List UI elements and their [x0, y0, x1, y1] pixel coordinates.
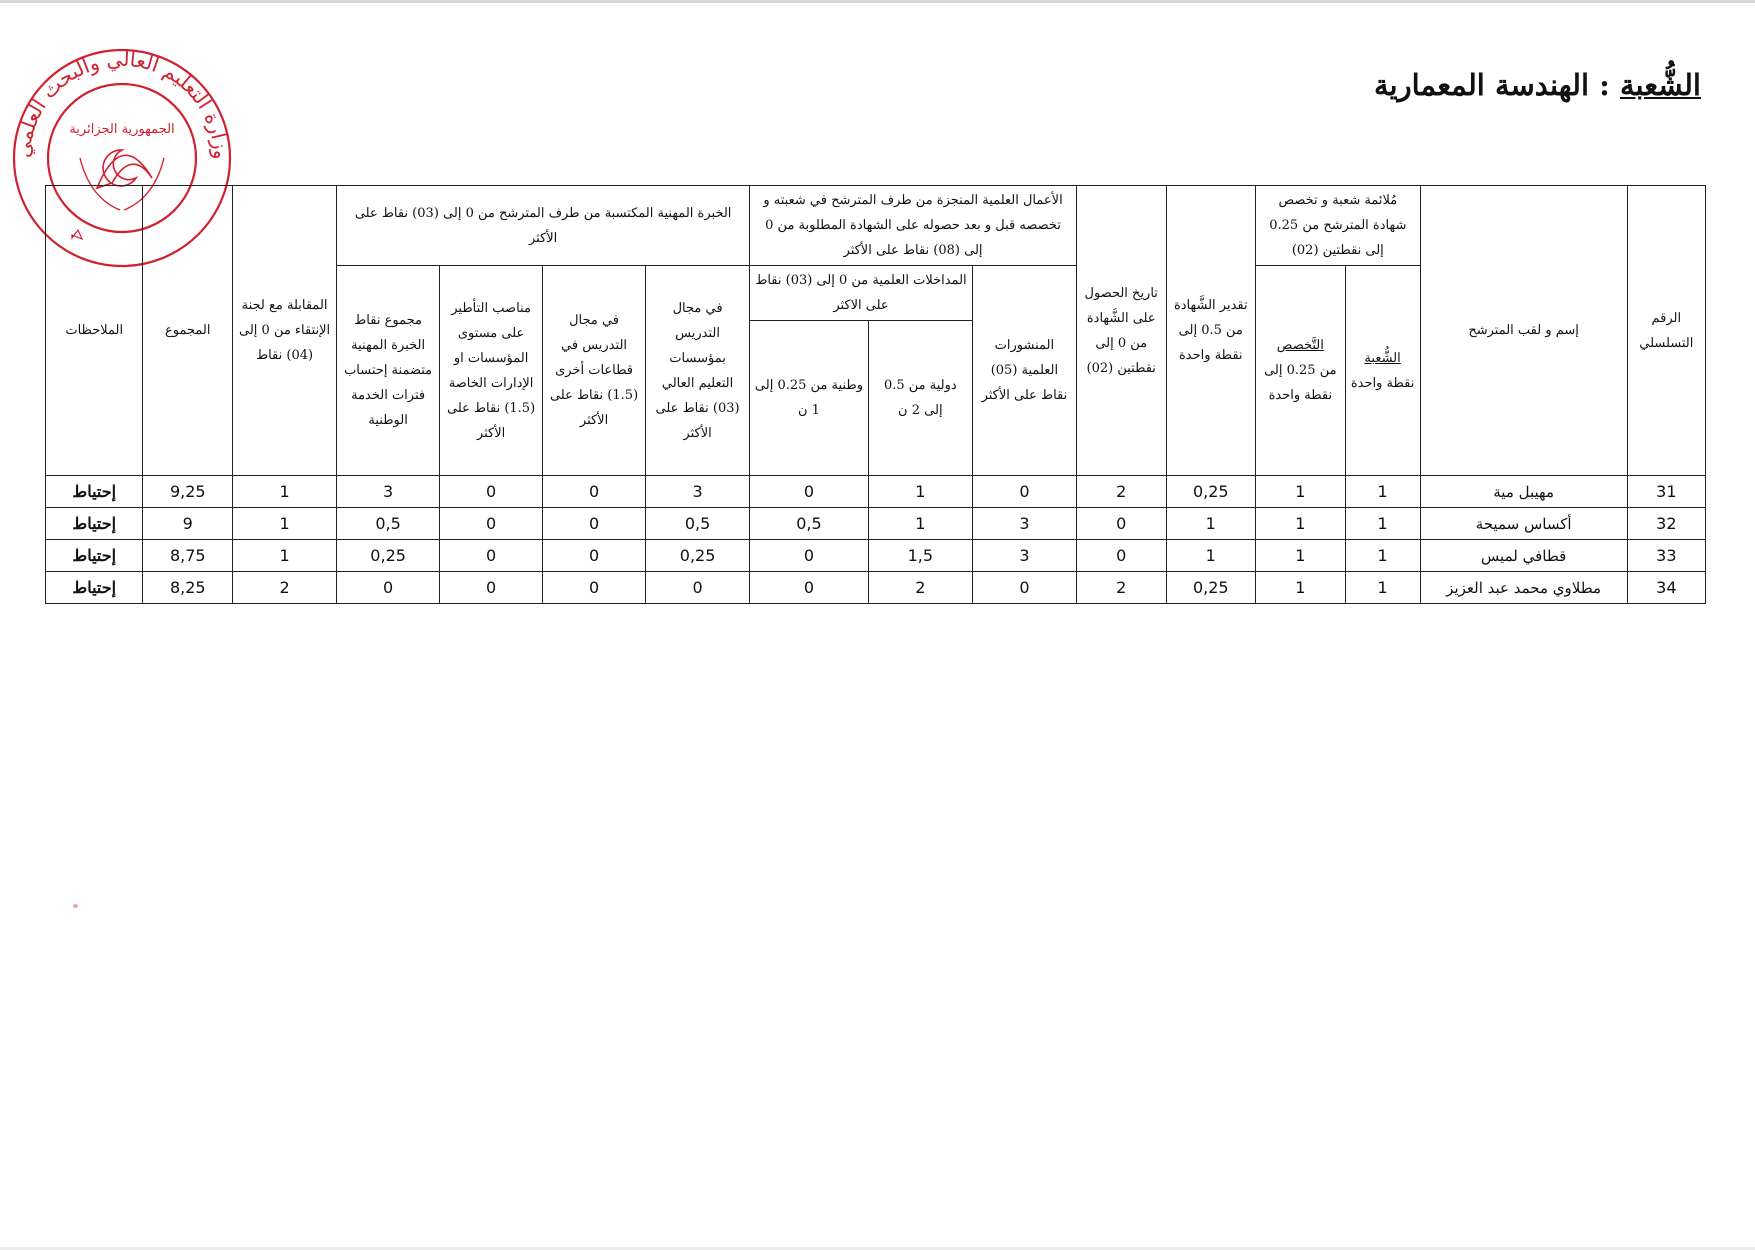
cell-experience-total: 0,5 [337, 508, 440, 540]
cell-branch: 1 [1345, 572, 1420, 604]
cell-branch: 1 [1345, 476, 1420, 508]
header-national: وطنية من 0.25 إلى 1 ن [750, 321, 869, 476]
cell-interview: 1 [233, 540, 337, 572]
cell-experience-total: 0,25 [337, 540, 440, 572]
cell-teaching-higher: 3 [646, 476, 750, 508]
header-interview: المقابلة مع لجنة الإنتقاء من 0 إلى (04) نقاط [233, 186, 337, 476]
cell-grade: 0,25 [1166, 476, 1256, 508]
header-row-1 [46, 186, 1706, 266]
table-row [46, 476, 1706, 508]
table-row [46, 572, 1706, 604]
cell-experience-total: 3 [337, 476, 440, 508]
cell-teaching-other: 0 [543, 476, 646, 508]
cell-teaching-other: 0 [543, 540, 646, 572]
cell-intl: 2 [868, 572, 972, 604]
cell-serial: 33 [1627, 540, 1705, 572]
header-name: إسم و لقب المترشح [1420, 186, 1627, 476]
header-teaching-higher: في مجال التدريس بمؤسسات التعليم العالي (03) نقاط على الأكثر [646, 266, 750, 476]
cell-national: 0,5 [750, 508, 869, 540]
header-serial: الرقم التسلسلي [1627, 186, 1705, 476]
cell-name: مطلاوي محمد عبد العزيز [1420, 572, 1627, 604]
cell-total: 9 [143, 508, 233, 540]
cell-grade: 1 [1166, 540, 1256, 572]
cell-teaching-higher: 0,25 [646, 540, 750, 572]
cell-interview: 1 [233, 476, 337, 508]
cell-national: 0 [750, 540, 869, 572]
cell-intl: 1,5 [868, 540, 972, 572]
header-experience-total: مجموع نقاط الخبرة المهنية متضمنة إحتساب فترات الخدمة الوطنية [337, 266, 440, 476]
cell-notes: إحتياط [46, 508, 143, 540]
cell-total: 8,25 [143, 572, 233, 604]
cell-date: 2 [1076, 572, 1166, 604]
header-fit-group: مُلائمة شعبة و تخصص شهادة المترشح من 0.25 إلى نقطتين (02) [1256, 186, 1421, 266]
header-fit-branch [1345, 266, 1420, 476]
cell-grade: 0,25 [1166, 572, 1256, 604]
table-row [46, 540, 1706, 572]
title-label: الشُّعبة [1619, 68, 1701, 102]
table-row [46, 508, 1706, 540]
page-top-edge [0, 0, 1755, 3]
cell-publications: 0 [972, 476, 1076, 508]
header-supervision: مناصب التأطير على مستوى المؤسسات او الإدارات الخاصة (1.5) نقاط على الأكثر [440, 266, 543, 476]
header-fit-branch-rest: نقطة واحدة [1350, 375, 1415, 391]
header-fit-spec-title: التَّخصص [1276, 338, 1324, 353]
header-interventions-group: المداخلات العلمية من 0 إلى (03) نقاط على الاكثر [750, 266, 973, 321]
cell-publications: 3 [972, 508, 1076, 540]
header-total: المجموع [143, 186, 233, 476]
candidates-table [45, 185, 1706, 604]
cell-supervision: 0 [440, 508, 543, 540]
cell-branch: 1 [1345, 508, 1420, 540]
cell-publications: 0 [972, 572, 1076, 604]
cell-spec: 1 [1256, 476, 1346, 508]
ink-dot [73, 904, 78, 908]
cell-national: 0 [750, 476, 869, 508]
page-title [1374, 68, 1701, 102]
header-fit-branch-title: الشُّعبة [1364, 350, 1401, 366]
cell-notes: إحتياط [46, 476, 143, 508]
title-value: الهندسة المعمارية [1373, 68, 1590, 102]
cell-supervision: 0 [440, 540, 543, 572]
cell-interview: 2 [233, 572, 337, 604]
header-works-group: الأعمال العلمية المنجزة من طرف المترشح في شعبته و تخصصه قبل و بعد حصوله على الشهادة المطلوبة من 0 إلى (08) نقاط على الأكثر [750, 186, 1077, 266]
cell-national: 0 [750, 572, 869, 604]
cell-intl: 1 [868, 508, 972, 540]
header-fit-spec-rest: من 0.25 إلى نقطة واحدة [1264, 363, 1337, 403]
cell-spec: 1 [1256, 572, 1346, 604]
header-grade: تقدير الشَّهادة من 0.5 إلى نقطة واحدة [1166, 186, 1256, 476]
stamp-ring-text: وزارة التعليم العالي والبحث العلمي [10, 46, 234, 160]
stamp-inner-text: الجمهورية الجزائرية [69, 122, 175, 137]
cell-total: 8,75 [143, 540, 233, 572]
header-experience-group: الخبرة المهنية المكتسبة من طرف المترشح من 0 إلى (03) نقاط على الأكثر [337, 186, 750, 266]
cell-notes: إحتياط [46, 540, 143, 572]
cell-supervision: 0 [440, 572, 543, 604]
cell-date: 0 [1076, 508, 1166, 540]
cell-teaching-other: 0 [543, 572, 646, 604]
cell-date: 0 [1076, 540, 1166, 572]
cell-name: قطافي لميس [1420, 540, 1627, 572]
cell-publications: 3 [972, 540, 1076, 572]
cell-serial: 34 [1627, 572, 1705, 604]
header-fit-spec [1256, 266, 1346, 476]
cell-notes: إحتياط [46, 572, 143, 604]
cell-teaching-higher: 0,5 [646, 508, 750, 540]
cell-spec: 1 [1256, 540, 1346, 572]
cell-grade: 1 [1166, 508, 1256, 540]
cell-teaching-higher: 0 [646, 572, 750, 604]
header-notes: الملاحظات [46, 186, 143, 476]
cell-teaching-other: 0 [543, 508, 646, 540]
title-separator: : [1589, 68, 1620, 102]
cell-interview: 1 [233, 508, 337, 540]
header-date: تاريخ الحصول على الشَّهادة من 0 إلى نقطتين (02) [1076, 186, 1166, 476]
cell-supervision: 0 [440, 476, 543, 508]
cell-total: 9,25 [143, 476, 233, 508]
cell-serial: 32 [1627, 508, 1705, 540]
cell-serial: 31 [1627, 476, 1705, 508]
cell-experience-total: 0 [337, 572, 440, 604]
cell-intl: 1 [868, 476, 972, 508]
header-intl: دولية من 0.5 إلى 2 ن [868, 321, 972, 476]
cell-spec: 1 [1256, 508, 1346, 540]
cell-name: مهيبل مية [1420, 476, 1627, 508]
header-teaching-other: في مجال التدريس في قطاعات أخرى (1.5) نقاط على الأكثر [543, 266, 646, 476]
cell-date: 2 [1076, 476, 1166, 508]
cell-branch: 1 [1345, 540, 1420, 572]
header-publications: المنشورات العلمية (05) نقاط على الأكثر [972, 266, 1076, 476]
cell-name: أكساس سميحة [1420, 508, 1627, 540]
